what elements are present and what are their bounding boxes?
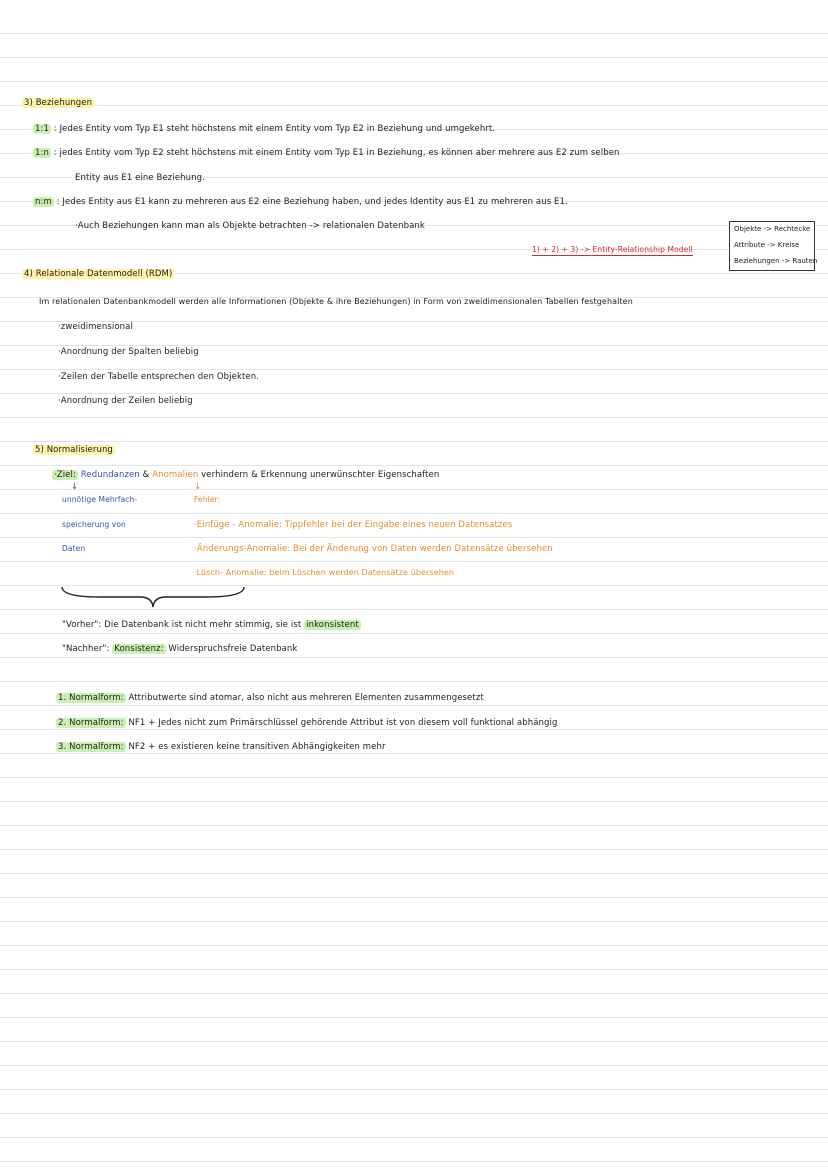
- unnoetig-1: unnötige Mehrfach-: [62, 495, 138, 504]
- nf1-text: Attributwerte sind atomar, also nicht aus mehreren Elementen zusammengesetzt: [125, 693, 484, 703]
- relation-1-1-label: 1:1: [35, 124, 49, 134]
- nf2-text: NF1 + Jedes nicht zum Primärschlüssel gehörende Attribut ist von diesem voll funktional abhängig: [125, 718, 558, 728]
- relation-n-m-text: : Jedes Entity aus E1 kann zu mehreren aus E2 eine Beziehung haben, und jedes Identity aus E1 zu mehreren aus E1.: [56, 197, 568, 207]
- inkonsistent-text: inkonsistent: [306, 620, 359, 630]
- nachher-line: [62, 643, 297, 655]
- rdm-intro: Im relationalen Datenbankmodell werden alle Informationen (Objekte & ihre Beziehungen) in Form von zweidimensionalen Tabellen festgehalten: [39, 297, 633, 306]
- anomalien-text: Anomalien: [152, 470, 199, 480]
- rdm-bullet-1: ·zweidimensional: [58, 322, 133, 332]
- rdm-bullet-3: ·Zeilen der Tabelle entsprechen den Objekten.: [58, 372, 260, 382]
- relation-1-1-text: : Jedes Entity vom Typ E1 steht höchstens mit einem Entity vom Typ E2 in Beziehung und umgekehrt.: [53, 124, 496, 134]
- section-4-heading: [22, 268, 174, 280]
- heading-text: 5) Normalisierung: [35, 445, 113, 455]
- rdm-bullet-4: ·Anordnung der Zeilen beliebig: [58, 396, 193, 406]
- redundanzen-text: Redundanzen: [80, 470, 140, 480]
- einfuege-anomalie: ·Einfüge - Anomalie: Tippfehler bei der Eingabe eines neuen Datensatzes: [194, 520, 513, 530]
- relation-n-m-label: n:m: [35, 197, 52, 207]
- relation-1-1: [33, 123, 495, 135]
- normalform-3: [56, 741, 386, 753]
- nf3-text: NF2 + es existieren keine transitiven Abhängigkeiten mehr: [125, 742, 386, 752]
- relation-1-n-text: : jedes Entity vom Typ E2 steht höchstens mit einem Entity vom Typ E1 in Beziehung, es können aber mehrere aus E2 zum selben: [53, 148, 620, 158]
- vorher-line: [62, 619, 361, 631]
- heading-text: 3) Beziehungen: [24, 98, 93, 108]
- legend-attribute: Attribute -> Kreise: [734, 241, 800, 249]
- er-model-text: 1) + 2) + 3) -> Entity-Relationship Modell: [532, 245, 693, 254]
- nf1-label: 1. Normalform:: [58, 693, 124, 703]
- normalform-2: [56, 717, 558, 729]
- unnoetig-3: Daten: [62, 544, 86, 553]
- vorher-text: Die Datenbank ist nicht mehr stimmig, sie ist: [101, 620, 302, 630]
- ziel-label: ·Ziel:: [54, 470, 76, 480]
- relation-n-m: [33, 196, 568, 208]
- unnoetig-2: speicherung von: [62, 520, 126, 529]
- legend-beziehungen: Beziehungen -> Rauten: [734, 257, 818, 265]
- er-model-note: [532, 244, 693, 256]
- konsistenz-label: Konsistenz:: [114, 644, 164, 654]
- verhindern-text: verhindern & Erkennung unerwünschter Eigenschaften: [201, 470, 440, 480]
- amp-text: &: [142, 470, 150, 480]
- vorher-label: "Vorher":: [62, 620, 102, 630]
- arrow-down-icon: ↓: [71, 482, 79, 492]
- nf2-label: 2. Normalform:: [58, 718, 124, 728]
- heading-text: 4) Relationale Datenmodell (RDM): [24, 269, 173, 279]
- rdm-bullet-2: ·Anordnung der Spalten beliebig: [58, 347, 199, 357]
- fehler-label: Fehler:: [194, 495, 221, 504]
- loesch-anomalie: ·Lösch- Anomalie: beim Löschen werden Datensätze übersehen: [194, 568, 455, 577]
- normalform-1: [56, 692, 484, 704]
- legend-objekte: Objekte -> Rechtecke: [734, 225, 811, 233]
- ziel-line: [52, 469, 439, 481]
- arrow-down-icon-2: ↓: [194, 482, 202, 492]
- legend-box: [729, 221, 818, 271]
- nachher-label: "Nachher":: [62, 644, 110, 654]
- aenderungs-anomalie: ·Änderungs-Anomalie: Bei der Änderung von Daten werden Datensätze übersehen: [194, 544, 553, 554]
- relation-1-n: [33, 147, 620, 159]
- relation-1-n-label: 1:n: [35, 148, 49, 158]
- nachher-text: Widerspruchsfreie Datenbank: [165, 644, 298, 654]
- auch-beziehungen: ·Auch Beziehungen kann man als Objekte betrachten -> relationalen Datenbank: [75, 221, 425, 231]
- relation-1-n-cont: Entity aus E1 eine Beziehung.: [75, 173, 205, 183]
- curly-brace-icon: [60, 585, 246, 611]
- section-3-heading: [22, 97, 94, 109]
- section-5-heading: [33, 444, 115, 456]
- nf3-label: 3. Normalform:: [58, 742, 124, 752]
